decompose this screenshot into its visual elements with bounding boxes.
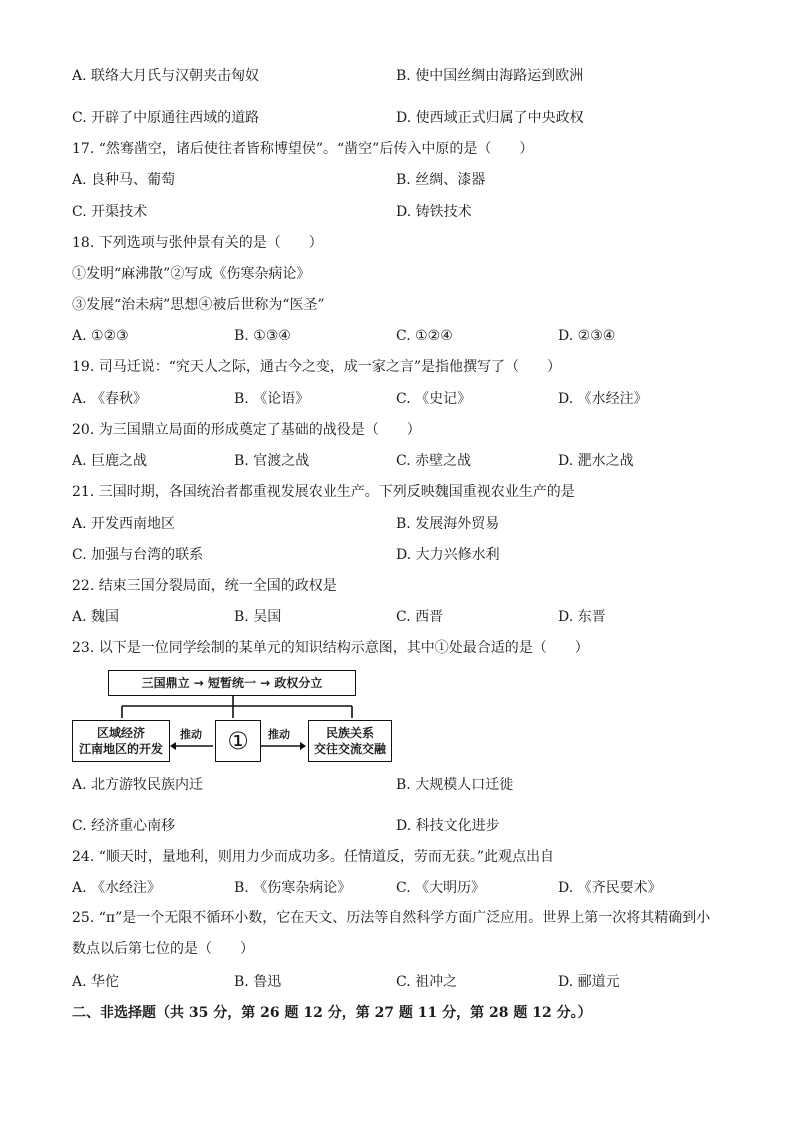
q21-option-d: D. 大力兴修水利 xyxy=(396,547,500,563)
q19-option-d: D. 《水经注》 xyxy=(558,391,648,407)
diagram-right-box xyxy=(308,720,392,762)
q22-stem: 22. 结束三国分裂局面，统一全国的政权是 xyxy=(72,578,337,594)
q24-option-a: A. 《水经注》 xyxy=(72,880,162,896)
q16-option-d: D. 使西域正式归属了中央政权 xyxy=(396,110,584,126)
q25-option-c: C. 祖冲之 xyxy=(396,974,458,990)
q21-stem: 21. 三国时期，各国统治者都重视发展农业生产。下列反映魏国重视农业生产的是 xyxy=(72,484,575,500)
diagram-top-box: 三国鼎立 → 短暂统一 → 政权分立 xyxy=(108,670,356,696)
q18-option-a: A. ①②③ xyxy=(72,328,129,344)
q18-statements-1: ①发明“麻沸散”②写成《伤寒杂病论》 xyxy=(72,266,311,282)
q24-stem: 24. “顺天时，量地利，则用力少而成功多。任情道反，劳而无获。”此观点出自 xyxy=(72,849,555,865)
q20-option-d: D. 淝水之战 xyxy=(558,453,634,469)
q16-option-b: B. 使中国丝绸由海路运到欧洲 xyxy=(396,68,584,84)
q23-option-a: A. 北方游牧民族内迁 xyxy=(72,777,204,793)
q16-option-c: C. 开辟了中原通往西域的道路 xyxy=(72,110,260,126)
q21-option-a: A. 开发西南地区 xyxy=(72,516,176,532)
q23-option-b: B. 大规模人口迁徙 xyxy=(396,777,514,793)
knowledge-structure-diagram xyxy=(72,670,394,766)
q23-stem: 23. 以下是一位同学绘制的某单元的知识结构示意图，其中①处最合适的是（ ） xyxy=(72,640,589,656)
q25-option-b: B. 鲁迅 xyxy=(234,974,282,990)
q17-option-b: B. 丝绸、漆器 xyxy=(396,172,486,188)
q19-stem: 19. 司马迁说：“究天人之际，通古今之变，成一家之言”是指他撰写了（ ） xyxy=(72,359,562,375)
q24-option-d: D. 《齐民要术》 xyxy=(558,880,662,896)
q23-option-c: C. 经济重心南移 xyxy=(72,818,176,834)
q22-option-d: D. 东晋 xyxy=(558,609,606,625)
q18-statements-2: ③发展“治未病”思想④被后世称为“医圣” xyxy=(72,297,325,313)
q22-option-c: C. 西晋 xyxy=(396,609,444,625)
q18-option-d: D. ②③④ xyxy=(558,328,616,344)
diagram-right-line1: 民族关系 xyxy=(325,726,374,740)
q18-option-b: B. ①③④ xyxy=(234,328,291,344)
q25-stem: 25. “π”是一个无限不循环小数，它在天文、历法等自然科学方面广泛应用。世界上第一次将其精确到小数点以后第七位的是（ ） xyxy=(72,910,711,957)
q20-option-b: B. 官渡之战 xyxy=(234,453,310,469)
q17-option-d: D. 铸铁技术 xyxy=(396,204,472,220)
q22-option-a: A. 魏国 xyxy=(72,609,120,625)
q16-option-a: A. 联络大月氏与汉朝夹击匈奴 xyxy=(72,68,260,84)
q18-stem: 18. 下列选项与张仲景有关的是（ ） xyxy=(72,235,323,251)
diagram-left-line2: 江南地区的开发 xyxy=(78,742,163,756)
q17-option-a: A. 良种马、葡萄 xyxy=(72,172,176,188)
q17-option-c: C. 开渠技术 xyxy=(72,204,148,220)
diagram-left-line1: 区域经济 xyxy=(96,726,145,740)
q21-option-c: C. 加强与台湾的联系 xyxy=(72,547,204,563)
diagram-right-line2: 交往交流交融 xyxy=(313,742,386,756)
section-2-heading: 二、非选择题（共 35 分，第 26 题 12 分，第 27 题 11 分，第 28 题 12 分。） xyxy=(72,1005,592,1021)
diagram-center-blank: ① xyxy=(215,720,261,762)
q25-option-d: D. 郦道元 xyxy=(558,974,620,990)
q20-option-a: A. 巨鹿之战 xyxy=(72,453,148,469)
q21-option-b: B. 发展海外贸易 xyxy=(396,516,500,532)
diagram-left-arrow-label: 推动 xyxy=(180,728,202,741)
q23-option-d: D. 科技文化进步 xyxy=(396,818,500,834)
q19-option-a: A. 《春秋》 xyxy=(72,391,148,407)
diagram-right-arrow-label: 推动 xyxy=(268,728,290,741)
q18-option-c: C. ①②④ xyxy=(396,328,453,344)
q24-option-c: C. 《大明历》 xyxy=(396,880,486,896)
q24-option-b: B. 《伤寒杂病论》 xyxy=(234,880,352,896)
diagram-left-box xyxy=(72,720,170,762)
q20-option-c: C. 赤壁之战 xyxy=(396,453,472,469)
q25-option-a: A. 华佗 xyxy=(72,974,120,990)
q19-option-b: B. 《论语》 xyxy=(234,391,310,407)
q22-option-b: B. 吴国 xyxy=(234,609,282,625)
q20-stem: 20. 为三国鼎立局面的形成奠定了基础的战役是（ ） xyxy=(72,422,421,438)
q17-stem: 17. “然骞凿空，诸后使往者皆称博望侯”。“凿空”后传入中原的是（ ） xyxy=(72,141,534,157)
q19-option-c: C. 《史记》 xyxy=(396,391,472,407)
